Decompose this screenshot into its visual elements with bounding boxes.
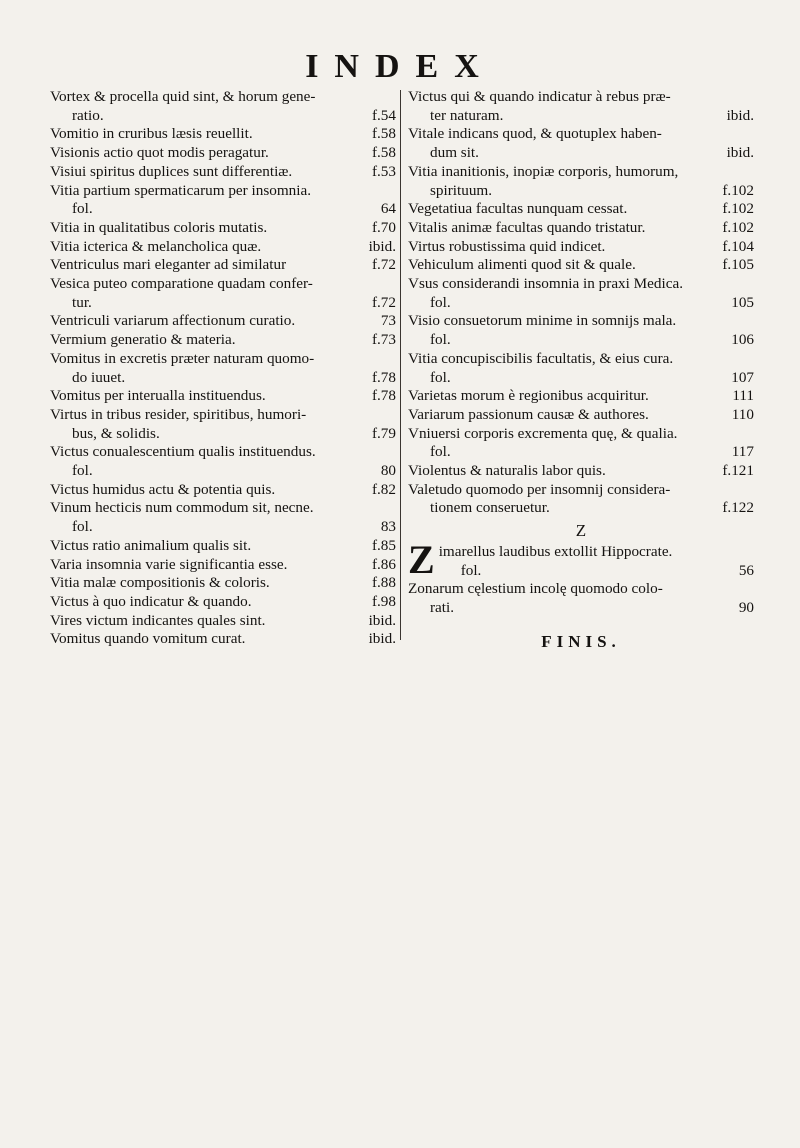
entry-text: Visionis actio quot modis peragatur. xyxy=(50,144,269,162)
entry-page-ref: f.72 xyxy=(371,256,396,274)
index-entry xyxy=(408,238,754,257)
index-entry xyxy=(408,406,754,425)
entry-row xyxy=(50,219,396,238)
entry-row xyxy=(408,256,754,275)
entry-row xyxy=(50,574,396,593)
index-entry xyxy=(408,88,754,125)
entry-text: Vitia malæ compositionis & coloris. xyxy=(50,574,270,592)
index-entry xyxy=(50,593,396,612)
entry-row xyxy=(50,331,396,350)
entry-page-ref: ibid. xyxy=(726,144,754,162)
entry-row xyxy=(50,425,396,444)
index-entry xyxy=(50,387,396,406)
entry-text: fol. xyxy=(430,293,451,311)
entry-line: Vomitus in excretis præter naturam quomo- xyxy=(50,349,315,367)
entry-row xyxy=(408,294,754,313)
entry-page-ref: 83 xyxy=(380,518,396,536)
entry-text: dum sit. xyxy=(430,144,479,162)
entry-row xyxy=(50,593,396,612)
entry-page-ref: f.58 xyxy=(371,144,396,162)
entry-page-ref: f.82 xyxy=(371,480,396,498)
index-entry xyxy=(50,612,396,631)
entry-page-ref: 107 xyxy=(731,368,754,386)
entry-page-ref: f.85 xyxy=(371,536,396,554)
entry-line: Vitale indicans quod, & quotuplex haben- xyxy=(408,125,662,143)
entry-text: ter naturam. xyxy=(430,106,504,124)
entry-text: tur. xyxy=(72,293,92,311)
entry-row xyxy=(50,387,396,406)
entry-text: Vegetatiua facultas nunquam cessat. xyxy=(408,200,628,218)
entry-page-ref: f.102 xyxy=(722,181,754,199)
entry-line: Vitia partium spermaticarum per insomnia. xyxy=(50,181,311,199)
index-column-left xyxy=(50,88,396,649)
entry-row xyxy=(50,256,396,275)
entry-page-ref: f.72 xyxy=(371,293,396,311)
index-entry xyxy=(50,125,396,144)
entry-page-ref: ibid. xyxy=(726,106,754,124)
entry-row xyxy=(50,612,396,631)
entry-row xyxy=(408,387,754,406)
entry-line: Vesica puteo comparatione quadam confer- xyxy=(50,275,313,293)
index-entry xyxy=(50,144,396,163)
index-entry xyxy=(50,88,396,125)
entry-line: Visio consuetorum minime in somnijs mala. xyxy=(408,312,677,330)
entry-row xyxy=(408,406,754,425)
index-entry xyxy=(50,574,396,593)
index-entry xyxy=(50,312,396,331)
entry-row xyxy=(50,163,396,182)
index-entry xyxy=(50,182,396,219)
entry-text: spirituum. xyxy=(430,181,493,199)
index-entry xyxy=(50,350,396,387)
entry-line: Vitia inanitionis, inopiæ corporis, humorum, xyxy=(408,162,679,180)
entry-page-ref: f.54 xyxy=(371,106,396,124)
entry-page-ref: f.98 xyxy=(371,592,396,610)
index-entry xyxy=(408,481,754,518)
entry-page-ref: 110 xyxy=(731,405,754,423)
entry-line: Vniuersi corporis excrementa quę, & qualia. xyxy=(408,424,678,442)
entry-text: Virtus robustissima quid indicet. xyxy=(408,237,606,255)
entry-row xyxy=(50,238,396,257)
entry-row xyxy=(408,369,754,388)
entry-text: do iuuet. xyxy=(72,368,126,386)
entry-text: Vomitus per interualla instituendus. xyxy=(50,387,266,405)
entry-text: fol. xyxy=(72,200,93,218)
entry-text: Vitia icterica & melancholica quæ. xyxy=(50,237,262,255)
entry-row xyxy=(408,107,754,126)
entry-page-ref: f.53 xyxy=(371,162,396,180)
index-entry xyxy=(408,163,754,200)
entry-row xyxy=(50,200,396,219)
entry-page-ref: 106 xyxy=(731,331,754,349)
z-entry xyxy=(408,536,754,582)
z-entry-2-text: Zonarum cęlestium incolę quomodo colo- xyxy=(408,580,663,598)
entry-page-ref: f.122 xyxy=(722,499,754,517)
entry-row xyxy=(50,537,396,556)
index-entry xyxy=(408,219,754,238)
index-column-right xyxy=(408,88,754,618)
entry-text: Vomitus quando vomitum curat. xyxy=(50,630,246,648)
entry-text: Victus humidus actu & potentia quis. xyxy=(50,480,276,498)
entry-row xyxy=(408,144,754,163)
index-entry xyxy=(50,275,396,312)
entry-line: Valetudo quomodo per insomnij considera- xyxy=(408,480,671,498)
entry-row xyxy=(408,238,754,257)
entry-row xyxy=(50,518,396,537)
entry-text: Vitia in qualitatibus coloris mutatis. xyxy=(50,218,268,236)
entry-text: Varia insomnia varie significantia esse. xyxy=(50,555,288,573)
entry-text: fol. xyxy=(430,368,451,386)
index-entry xyxy=(50,537,396,556)
entry-row xyxy=(408,200,754,219)
entry-page-ref: ibid. xyxy=(368,237,396,255)
entry-text: bus, & solidis. xyxy=(72,424,160,442)
index-entry xyxy=(50,219,396,238)
section-heading-z: Z xyxy=(575,521,587,541)
index-entry xyxy=(408,312,754,349)
entry-page-ref: f.78 xyxy=(371,387,396,405)
entry-text: fol. xyxy=(72,462,93,480)
index-entry xyxy=(50,556,396,575)
entry-row xyxy=(50,107,396,126)
entry-text: Variarum passionum causæ & authores. xyxy=(408,405,649,423)
entry-line: Virtus in tribus resider, spiritibus, humori- xyxy=(50,405,307,423)
finis-colophon: FINIS. xyxy=(541,632,621,651)
index-entry xyxy=(408,462,754,481)
entry-page-ref: f.88 xyxy=(371,574,396,592)
entry-text: Vitalis animæ facultas quando tristatur. xyxy=(408,218,646,236)
z-entry-text: imarellus laudibus extollit Hippocrate. xyxy=(438,542,673,560)
entry-page-ref: f.58 xyxy=(371,125,396,143)
entry-text: Ventriculus mari eleganter ad similatur xyxy=(50,256,287,274)
index-entry xyxy=(50,331,396,350)
entry-page-ref: 80 xyxy=(380,462,396,480)
index-entry xyxy=(50,630,396,649)
z-entry-2-page: 90 xyxy=(738,598,754,616)
entry-page-ref: 105 xyxy=(731,293,754,311)
entry-row xyxy=(408,499,754,518)
entry-text: Visiui spiritus duplices sunt differentiæ. xyxy=(50,162,293,180)
entry-line: Vortex & procella quid sint, & horum gene- xyxy=(50,88,316,105)
entry-page-ref: f.78 xyxy=(371,368,396,386)
entry-text: fol. xyxy=(72,518,93,536)
entry-row xyxy=(408,331,754,350)
entry-text: fol. xyxy=(430,443,451,461)
entry-text: Varietas morum è regionibus acquiritur. xyxy=(408,387,649,405)
index-entry xyxy=(408,275,754,312)
entry-text: fol. xyxy=(430,331,451,349)
entry-row xyxy=(408,219,754,238)
entry-page-ref: 117 xyxy=(731,443,754,461)
entry-row xyxy=(50,369,396,388)
entry-text: ratio. xyxy=(72,106,104,124)
entry-row xyxy=(50,312,396,331)
entry-page-ref: 111 xyxy=(732,387,754,405)
entry-text: tionem conseruetur. xyxy=(430,499,550,517)
entry-page-ref: f.73 xyxy=(371,331,396,349)
entry-row xyxy=(50,125,396,144)
entry-row xyxy=(50,462,396,481)
page-title: INDEX xyxy=(305,48,495,85)
entry-page-ref: ibid. xyxy=(368,630,396,648)
index-entry xyxy=(50,481,396,500)
index-entry xyxy=(50,443,396,480)
column-divider xyxy=(400,90,401,640)
entry-page-ref: f.102 xyxy=(722,218,754,236)
show-through-text xyxy=(40,620,780,1090)
z-entry-2-tail: rati. xyxy=(430,598,455,616)
entry-text: Violentus & naturalis labor quis. xyxy=(408,462,606,480)
index-entry xyxy=(50,256,396,275)
index-entry xyxy=(408,256,754,275)
entry-page-ref: f.70 xyxy=(371,218,396,236)
drop-cap-z: Z xyxy=(408,536,435,582)
index-entry xyxy=(50,163,396,182)
entry-page-ref: 64 xyxy=(380,200,396,218)
entry-line: Vinum hecticis num commodum sit, necne. xyxy=(50,499,314,517)
entry-line: Vsus considerandi insomnia in praxi Medica. xyxy=(408,275,684,293)
entry-row xyxy=(50,556,396,575)
entry-page-ref: f.79 xyxy=(371,424,396,442)
index-entry xyxy=(50,499,396,536)
entry-page-ref: f.104 xyxy=(722,237,754,255)
entry-page-ref: 73 xyxy=(380,312,396,330)
index-entry xyxy=(408,350,754,387)
entry-row xyxy=(50,481,396,500)
entry-line: Victus qui & quando indicatur à rebus præ- xyxy=(408,88,671,105)
entry-text: Vehiculum alimenti quod sit & quale. xyxy=(408,256,636,274)
right-entries xyxy=(408,88,754,518)
index-entry xyxy=(50,406,396,443)
entry-line: Victus conualescentium qualis instituendus. xyxy=(50,443,316,461)
index-entry xyxy=(50,238,396,257)
entry-text: Vires victum indicantes quales sint. xyxy=(50,611,266,629)
entry-text: Victus à quo indicatur & quando. xyxy=(50,592,252,610)
z-entry-2-tail-row xyxy=(408,599,754,618)
z-entry-2 xyxy=(408,580,754,617)
z-entry-tail-row xyxy=(439,562,754,581)
entry-text: Vermium generatio & materia. xyxy=(50,331,236,349)
entry-page-ref: f.102 xyxy=(722,200,754,218)
index-entry xyxy=(408,125,754,162)
entry-row xyxy=(50,144,396,163)
entry-row xyxy=(408,182,754,201)
index-entry xyxy=(408,200,754,219)
z-entry-tail: fol. xyxy=(460,561,482,579)
entry-text: Ventriculi variarum affectionum curatio. xyxy=(50,312,296,330)
entry-page-ref: f.86 xyxy=(371,555,396,573)
z-entry-page: 56 xyxy=(738,561,754,579)
entry-row xyxy=(50,294,396,313)
entry-text: Vomitio in cruribus læsis reuellit. xyxy=(50,125,253,143)
index-entry xyxy=(408,425,754,462)
entry-row xyxy=(50,630,396,649)
entry-text: Victus ratio animalium qualis sit. xyxy=(50,536,252,554)
entry-line: Vitia concupiscibilis facultatis, & eius cura. xyxy=(408,349,674,367)
entry-row xyxy=(408,462,754,481)
entry-page-ref: ibid. xyxy=(368,611,396,629)
index-entry xyxy=(408,387,754,406)
entry-page-ref: f.105 xyxy=(722,256,754,274)
entry-page-ref: f.121 xyxy=(722,462,754,480)
entry-row xyxy=(408,443,754,462)
